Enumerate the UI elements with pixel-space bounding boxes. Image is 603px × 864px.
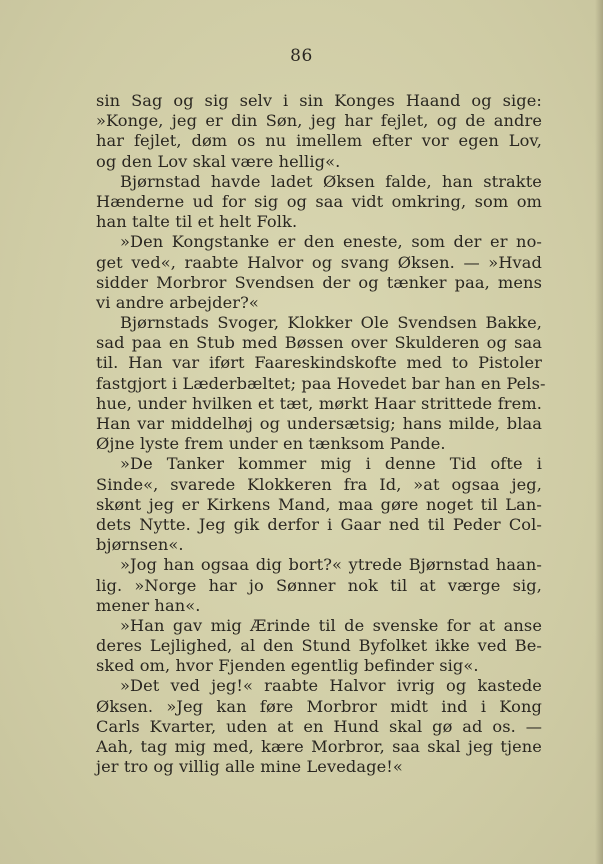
- text-line: dets Nytte. Jeg gik derfor i Gaar ned til Peder Col-: [96, 514, 542, 534]
- body-text: [96, 91, 546, 777]
- text-line: fastgjort i Læderbæltet; paa Hovedet bar han en Pels-: [96, 373, 546, 393]
- text-line: Aah, tag mig med, kære Morbror, saa skal jeg tjene: [96, 737, 542, 756]
- text-line: hue, under hvilken et tæt, mørkt Haar strittede frem.: [96, 393, 542, 413]
- text-line: »Det ved jeg!« raabte Halvor ivrig og kastede: [120, 676, 542, 696]
- text-line: sin Sag og sig selv i sin Konges Haand og sige:: [96, 91, 542, 110]
- text-line: Carls Kvarter, uden at en Hund skal gø ad os. —: [96, 716, 542, 736]
- text-line: til. Han var iført Faareskindskofte med to Pistoler: [96, 353, 542, 373]
- text-line: sad paa en Stub med Bøssen over Skulderen og saa: [96, 333, 542, 353]
- text-line: mener han«.: [96, 595, 201, 615]
- text-line: han talte til et helt Folk.: [96, 212, 298, 232]
- text-line: sked om, hvor Fjenden egentlig befinder sig«.: [96, 656, 479, 676]
- text-line: Bjørnstad havde ladet Øksen falde, han strakte: [120, 171, 542, 191]
- text-line: og den Lov skal være hellig«.: [96, 151, 341, 171]
- text-line: »Konge, jeg er din Søn, jeg har fejlet, og de andre: [96, 111, 542, 131]
- text-line: get ved«, raabte Halvor og svang Øksen. — »Hvad: [96, 252, 542, 272]
- text-line: har fejlet, døm os nu imellem efter vor egen Lov,: [96, 131, 542, 151]
- text-line: Hænderne ud for sig og saa vidt omkring, som om: [96, 191, 542, 211]
- text-line: jer tro og villig alle mine Levedage!«: [96, 757, 403, 777]
- text-line: Bjørnstads Svoger, Klokker Ole Svendsen Bakke,: [120, 313, 542, 333]
- text-line: Øksen. »Jeg kan føre Morbror midt ind i Kong: [96, 696, 542, 716]
- page-number: 86: [290, 46, 313, 66]
- text-line: Han var middelhøj og undersætsig; hans milde, blaa: [96, 414, 542, 433]
- text-line: skønt jeg er Kirkens Mand, maa gøre noget til Lan-: [96, 494, 542, 514]
- page-edge-shadow: [595, 0, 603, 864]
- text-line: sidder Morbror Svendsen der og tænker paa, mens: [96, 272, 542, 292]
- text-line: »Den Kongstanke er den eneste, som der er no-: [120, 232, 542, 252]
- text-line: vi andre arbejder?«: [96, 292, 259, 312]
- text-line: »Han gav mig Ærinde til de svenske for at anse: [120, 615, 542, 635]
- text-line: bjørnsen«.: [96, 535, 184, 555]
- text-line: Øjne lyste frem under en tænksom Pande.: [96, 434, 446, 454]
- text-line: »Jog han ogsaa dig bort?« ytrede Bjørnstad haan-: [120, 555, 542, 575]
- text-line: deres Lejlighed, al den Stund Byfolket ikke ved Be-: [96, 636, 542, 656]
- text-line: lig. »Norge har jo Sønner nok til at værge sig,: [96, 575, 542, 595]
- text-line: »De Tanker kommer mig i denne Tid ofte i: [120, 454, 542, 474]
- text-line: Sinde«, svarede Klokkeren fra Id, »at ogsaa jeg,: [96, 474, 542, 494]
